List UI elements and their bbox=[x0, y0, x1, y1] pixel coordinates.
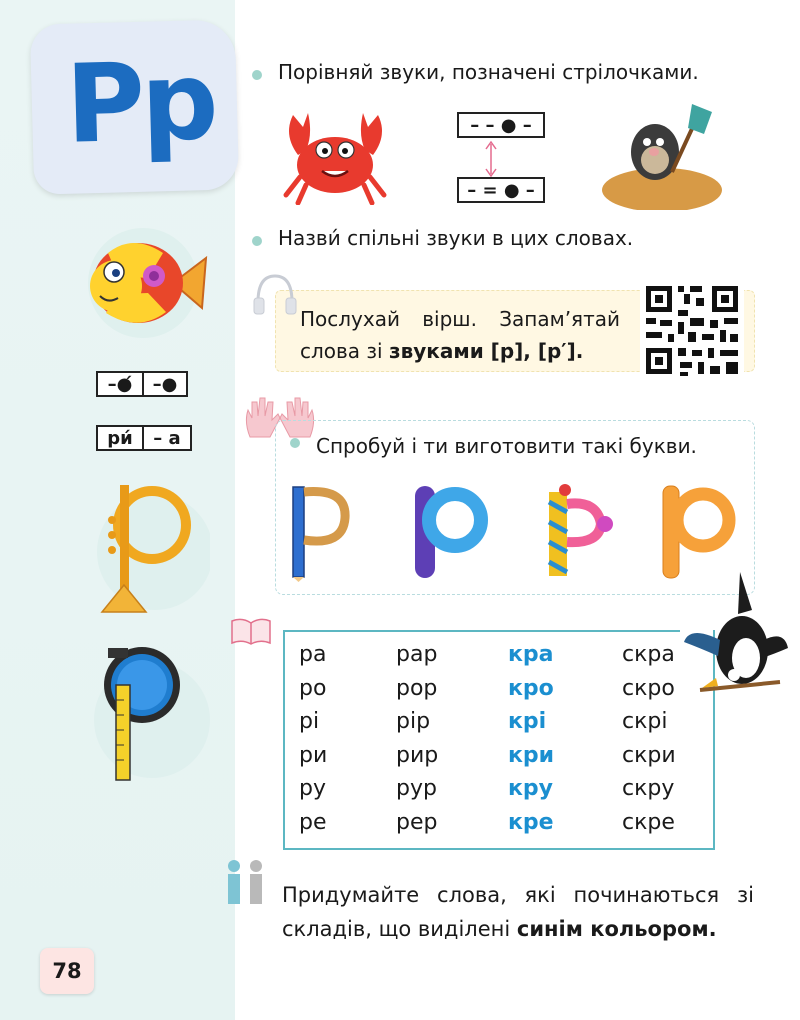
syllable-cell: рор bbox=[396, 675, 438, 701]
syllable-cell: ру bbox=[299, 776, 326, 801]
task-common: Назви́ спільні звуки в цих словах. bbox=[278, 226, 634, 250]
fish-word-right: – а bbox=[142, 425, 192, 451]
page-number: 78 bbox=[40, 948, 94, 994]
syllable-cell: скре bbox=[622, 809, 675, 835]
mole-image bbox=[600, 100, 730, 210]
bottom-instruction bbox=[282, 878, 754, 946]
fish-image bbox=[78, 228, 208, 338]
syllable-cell: рур bbox=[396, 776, 437, 801]
plasticine-letter-image bbox=[405, 482, 490, 582]
trumpet-letter-image bbox=[80, 480, 210, 615]
syllable-cell: рар bbox=[396, 642, 438, 667]
listen-text bbox=[300, 303, 620, 367]
table-top-border bbox=[285, 630, 680, 632]
syllable-cell: скри bbox=[622, 742, 676, 768]
syllable-cell: скра bbox=[622, 642, 675, 667]
syllable-cell-highlighted: кри bbox=[508, 742, 555, 768]
syllable-cell: рер bbox=[396, 809, 438, 835]
compare-scheme-bottom: – = ● – bbox=[457, 177, 545, 203]
pencil-letter-image bbox=[285, 482, 355, 582]
task-compare: Порівняй звуки, позначені стрілочками. bbox=[278, 60, 699, 84]
syllable-grid bbox=[299, 642, 722, 843]
syllable-cell-highlighted: кру bbox=[508, 776, 554, 801]
book-icon bbox=[226, 615, 276, 647]
bottom-text-plain: Придумайте слова, які починаються зі складів, що виділені bbox=[282, 883, 754, 941]
listen-text-plain: Послухай вірш. Запам’ятай слова зі bbox=[300, 307, 620, 363]
fish-scheme-right: –● bbox=[142, 371, 188, 397]
qr-code-icon[interactable] bbox=[640, 280, 744, 380]
syllable-cell: рі bbox=[299, 709, 320, 734]
magpie-image bbox=[680, 570, 790, 710]
syllable-cell: скро bbox=[622, 675, 675, 701]
syllable-table bbox=[283, 630, 715, 850]
people-icon bbox=[220, 858, 270, 908]
syllable-cell-highlighted: крі bbox=[508, 709, 547, 734]
letter-card bbox=[30, 19, 239, 194]
syllable-cell: скру bbox=[622, 776, 675, 801]
headphones-icon bbox=[250, 270, 300, 320]
bullet-icon bbox=[252, 70, 262, 80]
syllable-cell: ро bbox=[299, 675, 327, 701]
candy-letter-image bbox=[535, 482, 625, 582]
fish-word-left: ри́ bbox=[96, 425, 144, 451]
fish-scheme-left: –●́ bbox=[96, 371, 144, 397]
compare-scheme-top: – – ● – bbox=[457, 112, 545, 138]
pasta-letter-image bbox=[655, 482, 740, 582]
tape-measure-letter-image bbox=[80, 640, 210, 785]
syllable-cell-highlighted: кре bbox=[508, 809, 554, 835]
letter-heading: Рр bbox=[64, 38, 216, 168]
bullet-icon bbox=[252, 236, 262, 246]
task-craft: Спробуй і ти виготовити такі букви. bbox=[316, 434, 697, 458]
listen-text-bold: звуками [р], [р′]. bbox=[388, 339, 584, 363]
bullet-icon bbox=[290, 438, 300, 448]
syllable-cell: ри bbox=[299, 742, 328, 768]
syllable-cell: ре bbox=[299, 809, 327, 835]
syllable-cell-highlighted: кро bbox=[508, 675, 554, 701]
syllable-cell: ра bbox=[299, 642, 327, 667]
syllable-cell-highlighted: кра bbox=[508, 642, 554, 667]
syllable-cell: скрі bbox=[622, 709, 668, 734]
crab-image bbox=[278, 105, 393, 205]
double-arrow-icon bbox=[484, 140, 498, 178]
syllable-cell: рир bbox=[396, 742, 439, 768]
syllable-cell: рір bbox=[396, 709, 431, 734]
bottom-text-bold: синім кольором. bbox=[516, 917, 717, 941]
